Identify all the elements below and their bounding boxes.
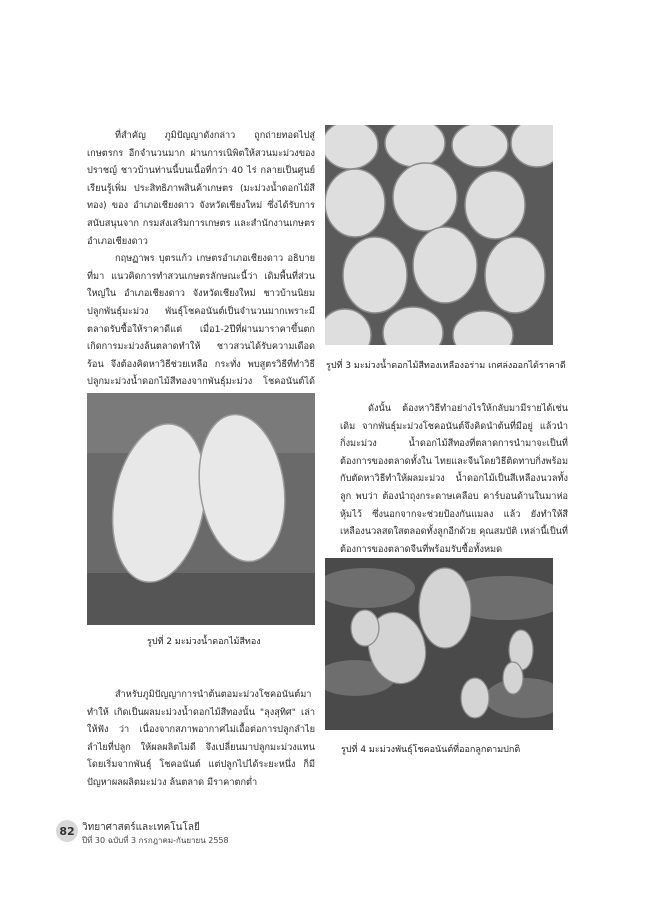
issue-info: ปีที่ 30 ฉบับที่ 3 กรกฎาคม-กันยายน 2558 (82, 836, 229, 845)
page-number: 82 (56, 820, 78, 842)
figure-2-caption: รูปที่ 2 มะม่วงน้ำดอกไม้สีทอง (147, 637, 261, 647)
paragraph-1: ที่สำคัญ ภูมิปัญญาดังกล่าว ถูกถ่ายทอดไปสู่เกษตรกร อีกจำนวนมาก ผ่านการเนิพิตให้สวนมะม่วงของปราชญ์ ชาวบ้านท่านนี้บนเนื้อที่กว่า 40 ไร่ กลายเป็นศูนย์เรียนรู้เพิ่ม ประสิทธิภาพสินค้าเกษตร (มะม่วงน้ำดอกไม้สีทอง) ของ อำเภอเชียงดาว จังหวัดเชียงใหม่ ซึ่งได้รับการสนับสนุนจาก กรมส่งเสริมการเกษตร และสำนักงานเกษตรอำเภอเชียงดาว (87, 130, 315, 247)
figure-3-caption: รูปที่ 3 มะม่วงน้ำดอกไม้สีทองเหลืองอร่าม เกศล่งออกได้ราคาดี (326, 361, 566, 371)
figure-2-photo (87, 393, 315, 625)
magazine-title: วิทยาศาสตร์และเทคโนโลยี (82, 822, 200, 833)
paragraph-4: สำหรับภูมิปัญญาการนำต้นตอมะม่วงโชคอนันต์มาทำให้ เกิดเป็นผลมะม่วงน้ำดอกไม้สีทองนั้น "ลุงสุทิศ" เล่าให้ฟัง ว่า เนื่องจากสภาพอากาศไม่เอื้อต่อการปลูกลำไย ลำไยที่ปลูก ให้ผลผลิตไม่ดี จึงเปลี่ยนมาปลูกมะม่วงแทน โดยเริ่มจากพันธุ์ โชคอนันต์ แต่ปลูกไปได้ระยะหนึ่ง ก็มีปัญหาผลผลิตมะม่วง ล้นตลาด มีราคาตกต่ำ (87, 689, 315, 788)
figure-4-caption: รูปที่ 4 มะม่วงพันธุ์โชคอนันต์ที่ออกลูกตามปกติ (341, 745, 521, 755)
paragraph-3: ดังนั้น ต้องหาวิธีทำอย่างไรให้กลับมามีรายได้เช่นเดิม จากพันธุ์มะม่วงโชคอนันต์จึงคิดนำต้นที่มีอยู่ แล้วนำกิ่งมะม่วง น้ำดอกไม้สีทองที่ตลาดการนำมาจะเป็นที่ต้องการของตลาดทั้งใน ไทยและจีนโดยวิธีติดทาบกิ่งพร้อมกับตัดหาวิธีทำให้ผลมะม่วง น้ำดอกไม้เป็นสีเหลืองนวลทั้งลูก พบว่า ต้องนำถุงกระดาษเคลือบ คาร์บอนด้านในมาห่อหุ้มไว้ ซึ่งนอกจากจะช่วยป้องกันแมลง แล้ว ยังทำให้สีเหลืองนวลสดใสตลอดทั้งลูกอีกด้วย คุณสมบัติ เหล่านี้เป็นที่ต้องการของตลาดจีนที่พร้อมรับซื้อทั้งหมด (340, 403, 568, 555)
figure-4-photo (325, 558, 553, 730)
body-text-block-1 (87, 127, 315, 409)
body-text-block-4 (87, 686, 315, 792)
paragraph-2: กฤษฏาพร บุตรแก้ว เกษตรอำเภอเชียงดาว อธิบายที่มา แนวคิดการทำสวนเกษตรลักษณะนี้ว่า เดิมพื้นที่ส่วนใหญ่ใน อำเภอเชียงดาว จังหวัดเชียงใหม่ ชาวบ้านนิยมปลูกพันธุ์มะม่วง พันธุ์โชคอนันต์เป็นจำนวนมากเพราะมีตลาดรับซื้อให้ราคาดีแต่ เมื่อ1-2ปีที่ผ่านมาราคาขึ้นตก เกิดการมะม่วงล้นตลาดทำให้ ชาวสวนได้รับความเดือดร้อน จึงต้องคิดหาวิธีช่วยเหลือ กระทั่ง พบสูตรวิธีที่ทำวิธีปลูกมะม่วงน้ำดอกไม้สีทองจากพันธุ์มะม่วง โชคอนันต์ได้ (87, 253, 315, 388)
body-text-block-3 (340, 400, 568, 558)
figure-3-photo (325, 125, 553, 345)
